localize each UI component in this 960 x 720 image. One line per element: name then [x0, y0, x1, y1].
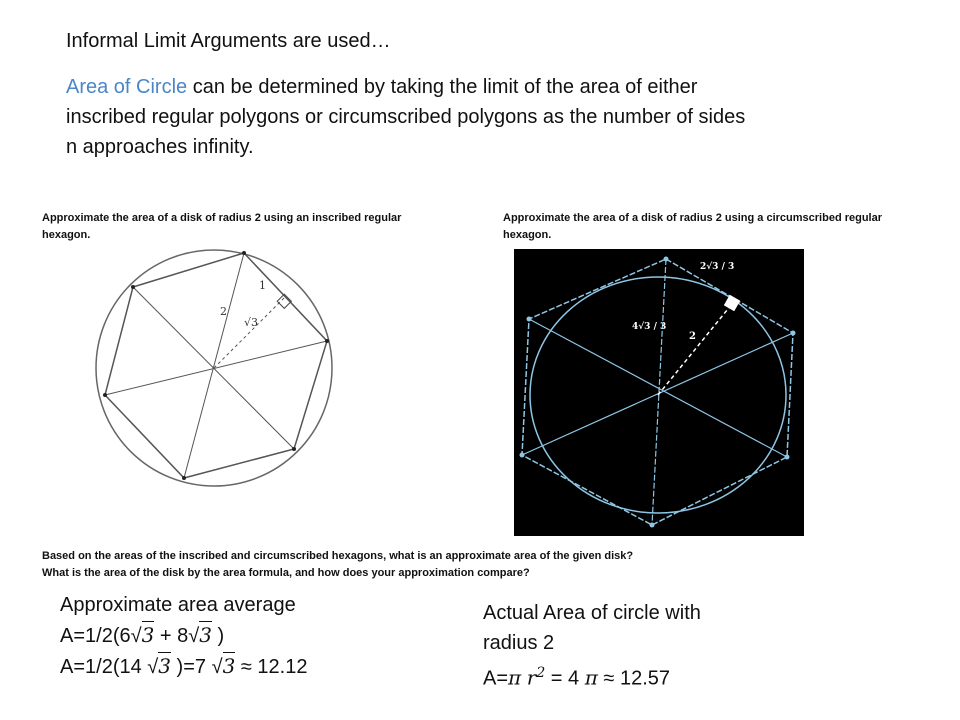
inscribed-hexagon-diagram: [90, 240, 340, 490]
actual-formula: A=π $r^2 = 4$ π ≈ 12.57: [483, 665, 671, 690]
hexagon-diagonals: [105, 253, 327, 478]
question-line-1: Based on the areas of the inscribed and circumscribed hexagons, what is an approximate area of the given disk?: [42, 550, 634, 562]
question-line-2: What is the area of the disk by the area formula, and how does your approximation compare?: [42, 567, 530, 579]
intro-text: can be determined by taking the limit of the area of either inscribed regular polygons or circumscribed polygons as the number of sides n approaches infinity.: [66, 76, 746, 158]
intro-paragraph: [66, 72, 746, 162]
hexagon-outline: [105, 253, 327, 478]
radius-label: 2: [220, 305, 227, 318]
height-label: 4√3 / 3: [632, 322, 667, 332]
side-label: 1: [259, 279, 266, 292]
intro-accent: Area of Circle: [66, 76, 188, 98]
average-line-2: A=1/2(14 √3 )=7 √3 ≈ 12.12: [60, 654, 308, 678]
average-block: [60, 590, 307, 682]
actual-area-block: [483, 598, 743, 694]
circumscribed-caption: Approximate the area of a disk of radius 2 using a circumscribed regular hexagon.: [503, 212, 883, 241]
apothem-label: √3: [244, 316, 259, 329]
slide-heading: Informal Limit Arguments are used…: [66, 30, 391, 52]
circumscribed-hexagon-diagram: [514, 249, 804, 536]
average-title: Approximate area average: [60, 594, 296, 616]
half-side-label: 2√3 / 3: [700, 262, 735, 272]
actual-title: Actual Area of circle with radius 2: [483, 602, 701, 654]
average-line-1: A=1/2(6√3 + 8√3 ): [60, 623, 225, 647]
question-text: [42, 548, 922, 582]
radius-label: 2: [689, 331, 696, 342]
inscribed-caption: Approximate the area of a disk of radius 2 using an inscribed regular hexagon.: [42, 212, 402, 241]
